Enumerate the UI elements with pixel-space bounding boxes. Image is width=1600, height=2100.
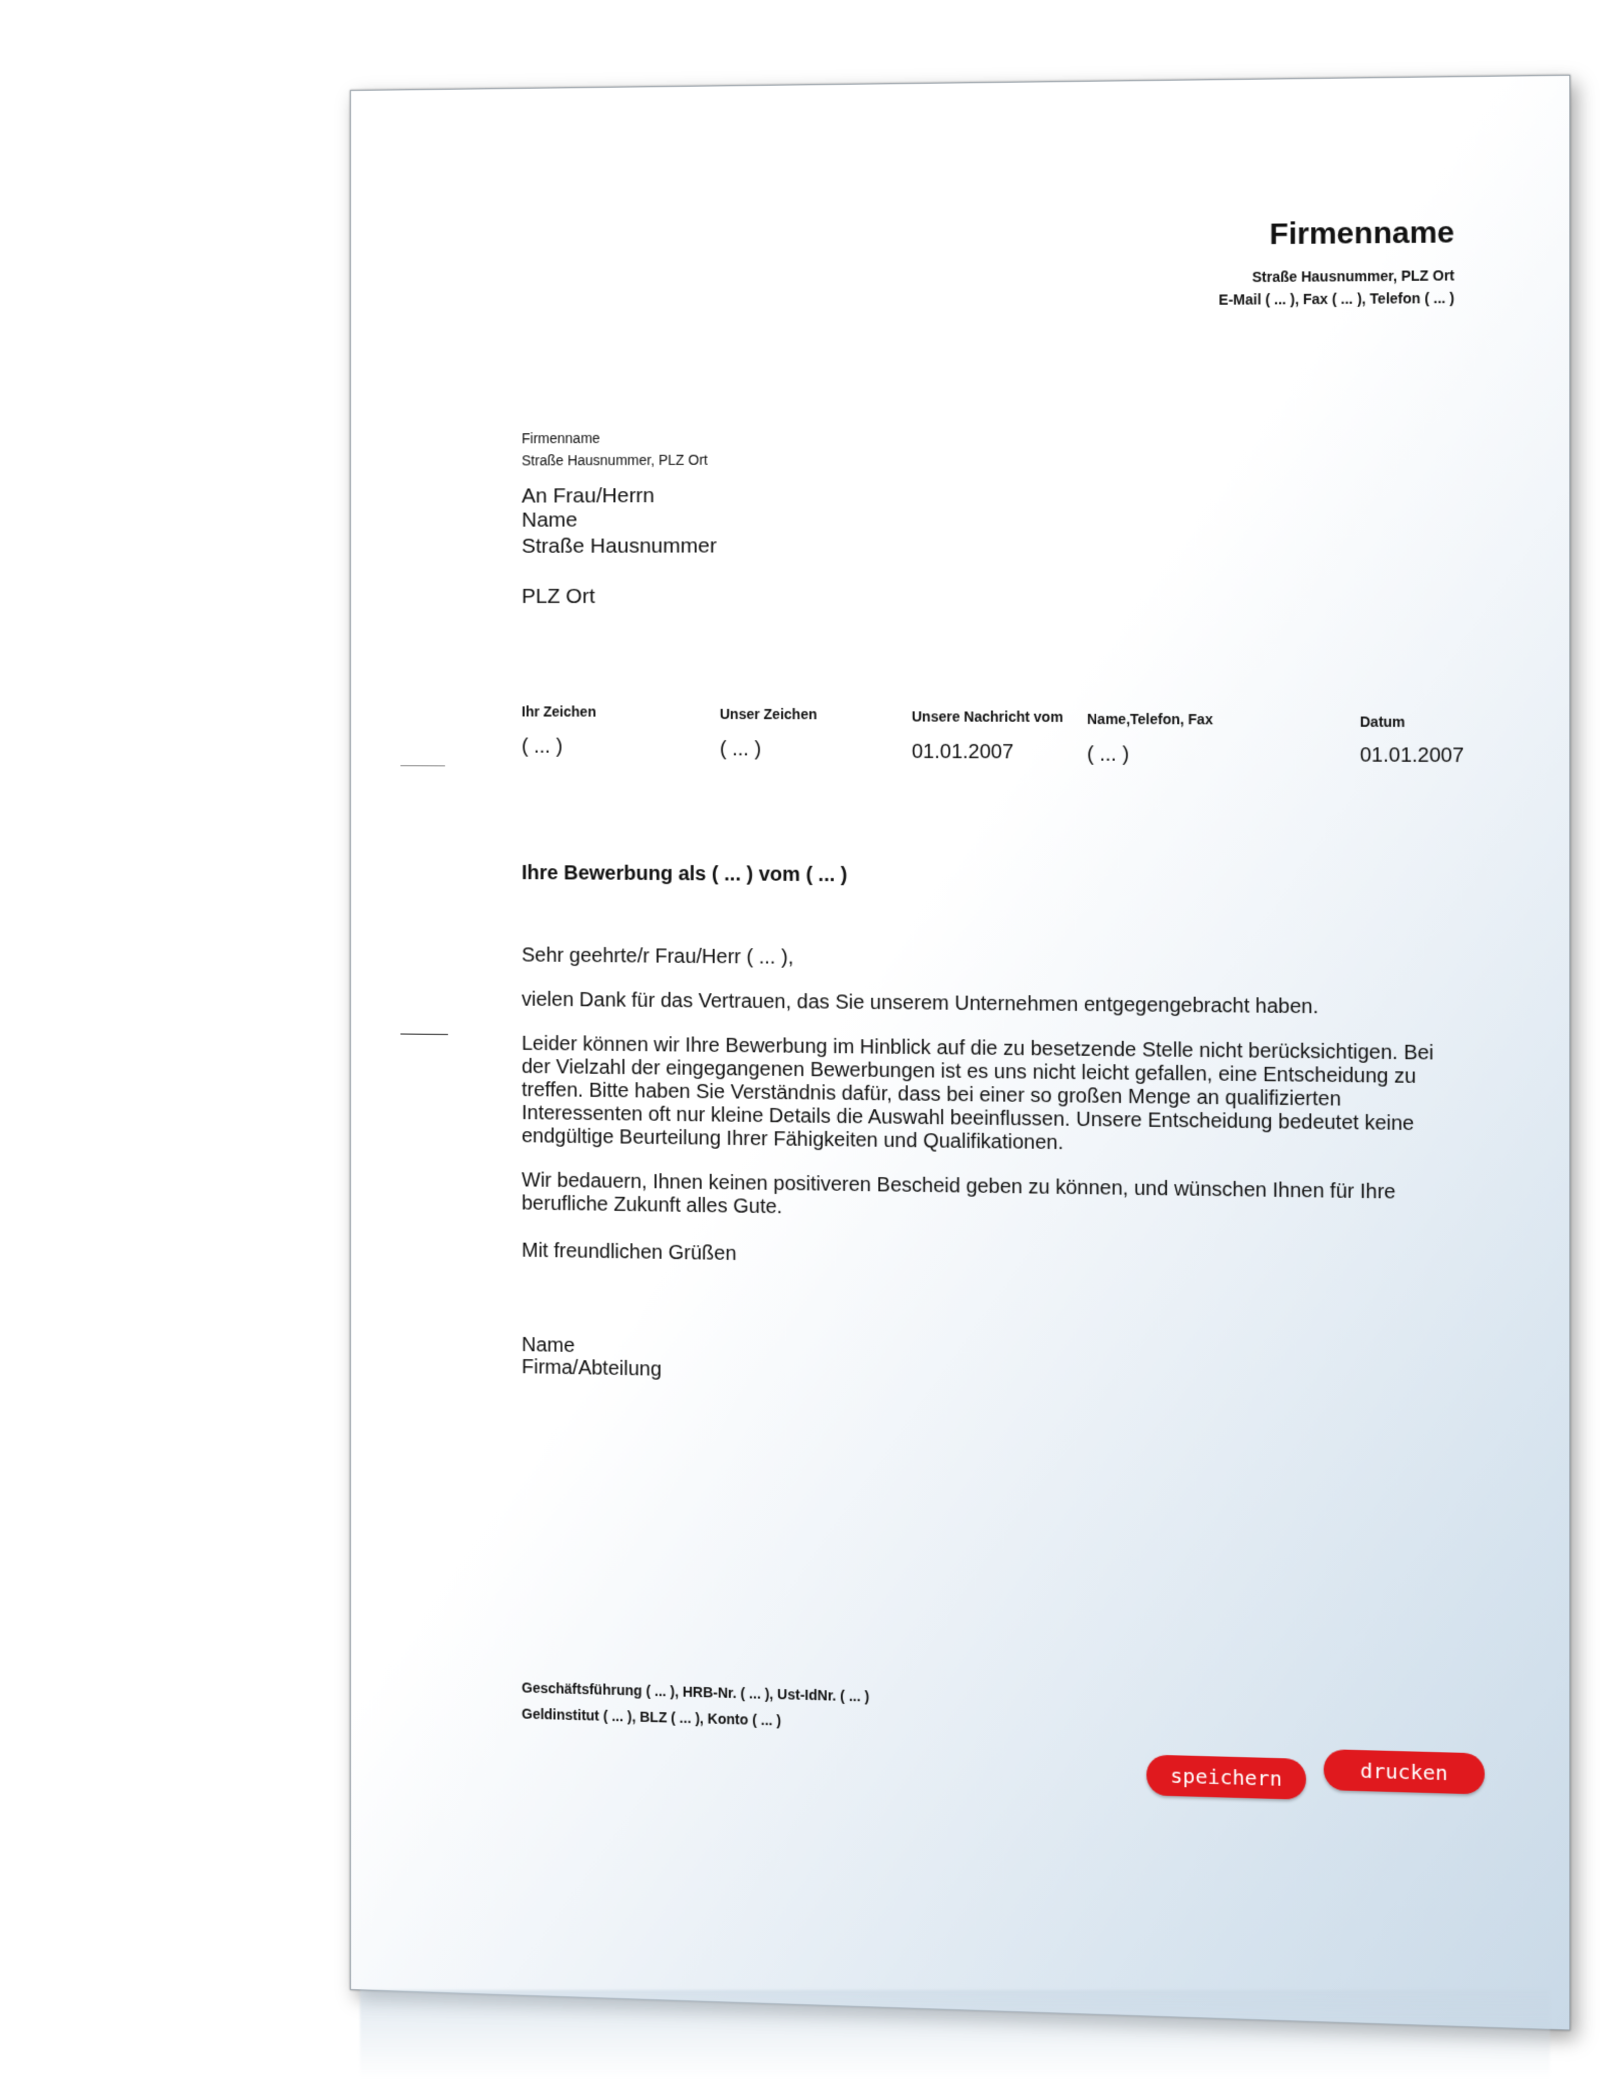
letterhead-contact: E-Mail ( ... ), Fax ( ... ), Telefon ( ... ) [1218,289,1455,308]
letter-salutation: Sehr geehrte/r Frau/Herr ( ... ), [521,944,794,969]
letterhead-address: Straße Hausnummer, PLZ Ort [1252,267,1455,286]
ref-value-unsere-nachricht: 01.01.2007 [911,740,1014,764]
ref-label-unsere-nachricht: Unsere Nachricht vom [911,708,1064,725]
recipient-salutation-line: An Frau/Herrn [521,484,655,508]
fold-mark-top [400,765,445,766]
ref-value-name-telefon-fax: ( ... ) [1087,743,1130,766]
sender-name: Firmenname [521,429,601,447]
letter-paragraph-2: Leider können wir Ihre Bewerbung im Hinblick auf die zu besetzende Stelle nicht berücksichtigen. Bei der Vielzahl der eingegangenen Bewerbungen ist es uns nicht leicht gefallen, eine Entscheidung zu treffen. Bitte haben Sie Verständnis dafür, dass bei einer so großen Menge an qualifizierten Interessenten oft nur kleine Details die Auswahl beeinflussen. Unsere Entscheidung bedeutet keine endgültige Beurteilung Ihrer Fähigkeiten und Qualifikationen. [521,1032,1434,1155]
letter-page [350,75,1570,2031]
ref-label-ihr-zeichen: Ihr Zeichen [521,703,597,720]
ref-label-unser-zeichen: Unser Zeichen [719,705,818,723]
sender-address: Straße Hausnummer, PLZ Ort [521,451,708,469]
letter-closing: Mit freundlichen Grüßen [521,1239,737,1266]
signature-department: Firma/Abteilung [521,1356,662,1381]
footer-bank-details: Geldinstitut ( ... ), BLZ ( ... ), Konto ( ... ) [521,1705,782,1729]
ref-label-name-telefon-fax: Name,Telefon, Fax [1087,710,1213,728]
print-button[interactable]: drucken [1324,1749,1485,1794]
letter-paragraph-3: Wir bedauern, Ihnen keinen positiveren Bescheid geben zu können, und wünschen Ihnen für Ihre berufliche Zukunft alles Gute. [521,1169,1396,1219]
letterhead-company-name: Firmenname [1269,215,1455,252]
recipient-name: Name [521,508,578,532]
page-reflection [360,1990,1550,2080]
fold-mark-middle [400,1034,448,1035]
footer-company-registry: Geschäftsführung ( ... ), HRB-Nr. ( ... ), Ust-IdNr. ( ... ) [521,1679,870,1705]
signature-name: Name [521,1333,575,1358]
ref-value-datum: 01.01.2007 [1359,744,1464,768]
save-button[interactable]: speichern [1146,1755,1306,1800]
ref-value-ihr-zeichen: ( ... ) [521,735,563,758]
letter-subject: Ihre Bewerbung als ( ... ) vom ( ... ) [521,862,848,887]
recipient-street: Straße Hausnummer [521,534,717,558]
ref-label-datum: Datum [1359,713,1406,730]
letter-paragraph-1: vielen Dank für das Vertrauen, das Sie unserem Unternehmen entgegengebracht haben. [521,988,1319,1019]
recipient-city: PLZ Ort [521,584,595,608]
ref-value-unser-zeichen: ( ... ) [719,738,762,761]
